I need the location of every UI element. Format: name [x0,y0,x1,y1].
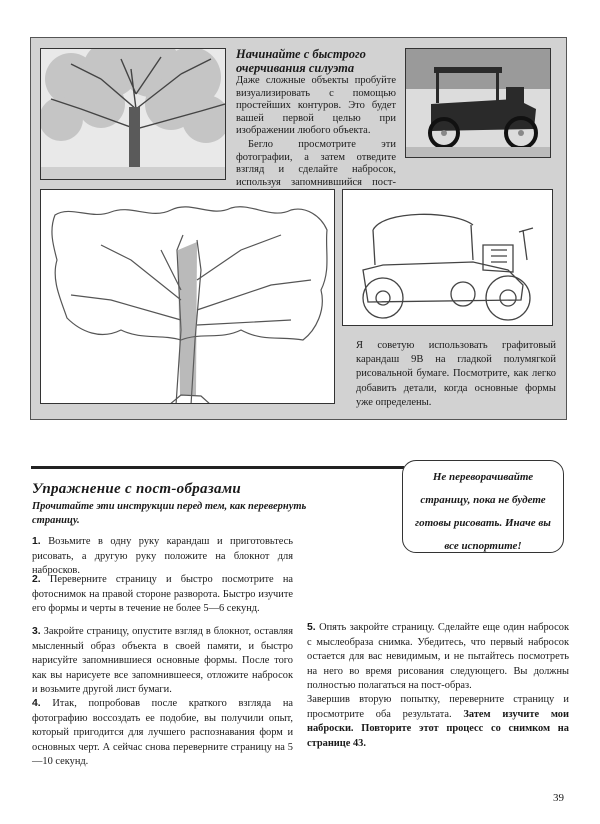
page-number: 39 [553,792,564,804]
step-3-text: Закройте страницу, опустите взгляд в блокнот, оставляя мысленный образ объекта в своей памяти, и быстро нарисуйте запомнившиеся основные формы. После того как вы нарисуете все запомнившееся, отложите набросок и возьмите другой лист бумаги. [32,626,293,696]
section-subtitle: Прочитайте эти инструкции перед тем, как перевернуть страницу. [32,501,307,526]
step-3 [32,625,293,698]
closing-bold-text: Затем изучите мои наброски. Повторите этот процесс со снимком на странице 43. [307,708,569,749]
closing-text: Завершив вторую попытку, переверните страницу и просмотрите оба результата. [307,694,569,720]
warning-callout-text: Не переворачивайте страницу, пока не будете готовы рисовать. Иначе вы все испортите! [415,471,551,552]
step-4-number: 4. [32,698,41,709]
car-sketch [342,189,553,326]
closing-paragraph [307,693,569,751]
tip-paragraph-1: Даже сложные объекты пробуйте визуализировать с помощью простейших контуров. Это будет вашей первой целью при изображении любого объекта. [236,75,396,137]
car-sketch-drawing [343,190,553,326]
section-rule [31,466,404,469]
tree-sketch-drawing [41,190,335,404]
step-4 [32,697,293,770]
tree-sketch [40,189,335,404]
step-2 [32,573,293,617]
step-5-text: Опять закройте страницу. Сделайте еще один набросок с мыслеобраза снимка. Убедитесь, что первый набросок остается для вас невидимым, и не пытайтесь посмотреть на него во время рисования следующего. Вы должны полностью полагаться на пост-образ. [307,622,569,692]
step-4-text: Итак, попробовав после краткого взгляда на фотографию воссоздать ее подобие, вы получили опыт, который пригодится для лучшего распознавания форм и основных черт. А сейчас снова переверните страницу на 5—10 секунд. [32,698,293,768]
tree-photo [40,48,226,180]
car-note: Я советую использовать графитовый карандаш 9В на гладкой полумягкой рисовальной бумаге. Посмотрите, как легко добавить детали, когда основные формы уже определены. [356,340,556,408]
warning-callout [402,460,564,553]
car-photo-image [406,49,551,158]
tip-paragraph-2: Бегло просмотрите эти фотографии, а затем отведите взгляд и сделайте набросок, используя запомнившийся пост- [236,139,396,188]
step-5-number: 5. [307,622,316,633]
car-photo [405,48,551,158]
step-1-text: Возьмите в одну руку карандаш и приготовьтесь рисовать, а другую руку положите на блокнот для набросков. [32,536,293,577]
tip-title: Начинайте с быстрого очерчивания силуэта [236,47,366,75]
step-2-text: Переверните страницу и быстро посмотрите на фотоснимок на правой стороне разворота. Быстро изучите его формы и черты в течение не более 5—6 секунд. [32,574,293,615]
section-title: Упражнение с пост-образами [32,481,242,497]
tree-photo-image [41,49,226,180]
step-3-number: 3. [32,626,41,637]
step-1-number: 1. [32,536,41,547]
step-2-number: 2. [32,574,41,585]
step-5 [307,621,569,694]
